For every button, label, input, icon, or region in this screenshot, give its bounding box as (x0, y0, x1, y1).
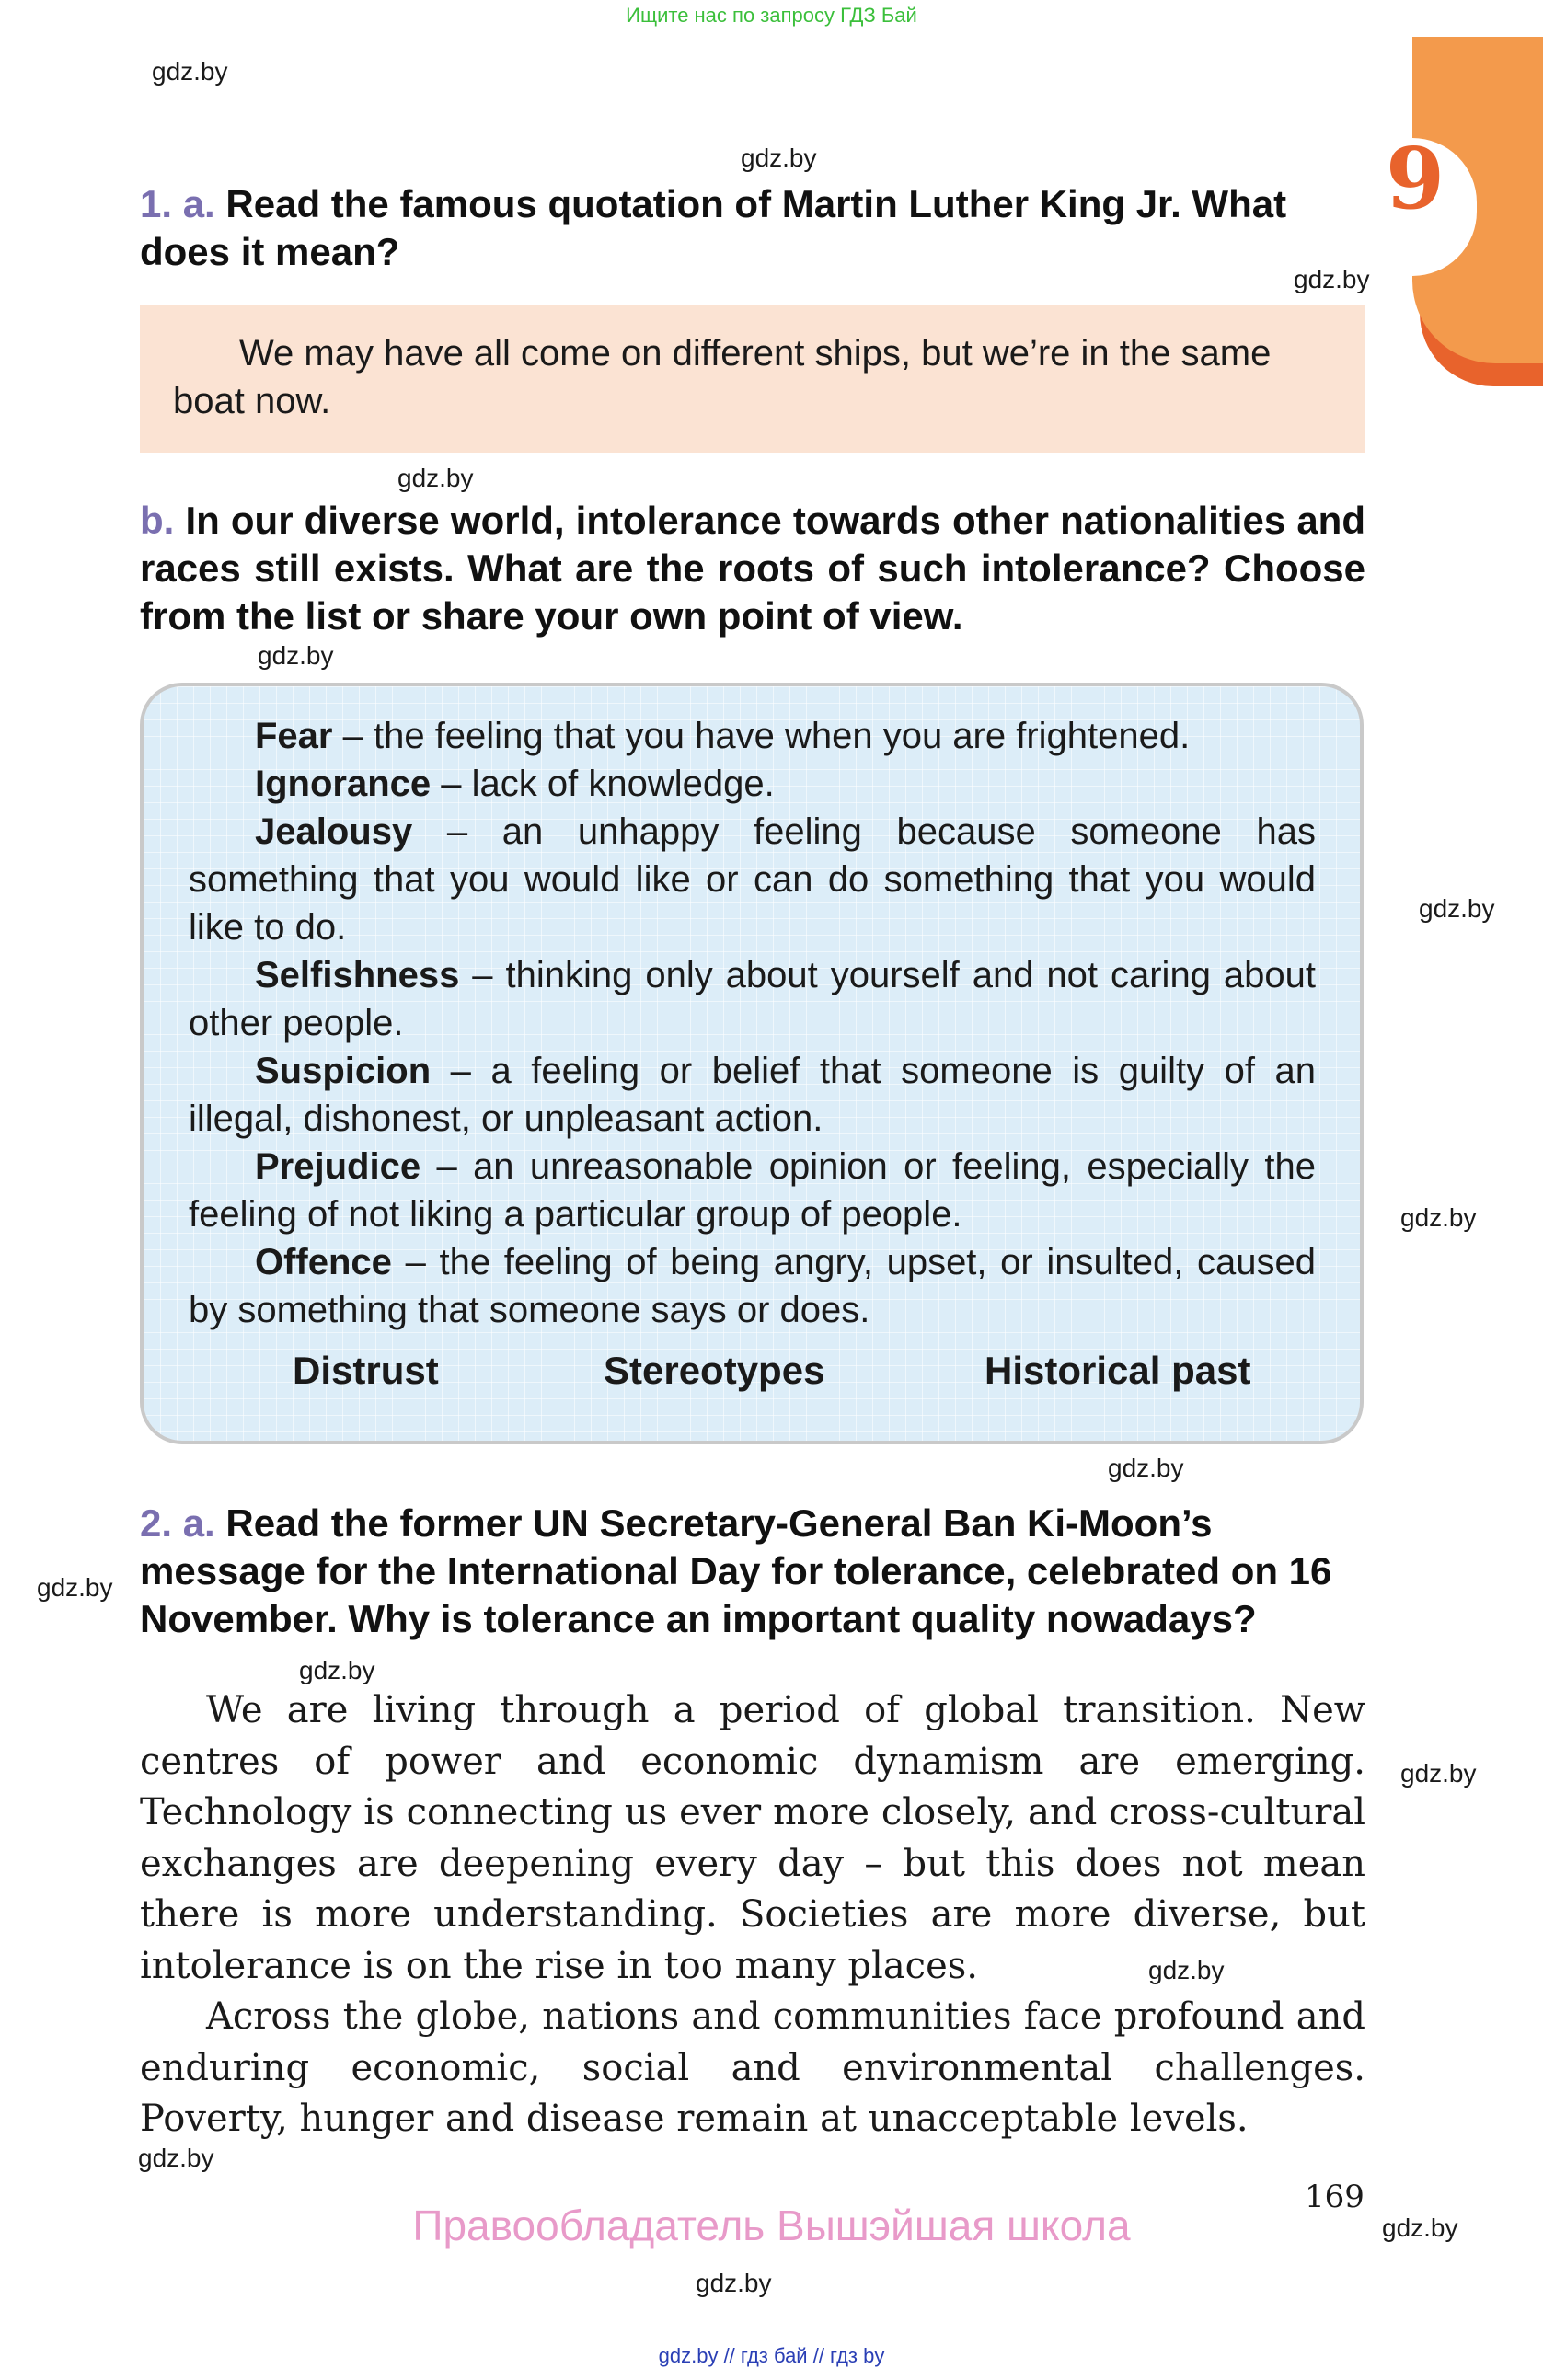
task-1a (140, 180, 1373, 276)
definition-item (189, 951, 1316, 1047)
watermark: gdz.by (299, 1656, 375, 1684)
extra-term: Distrust (293, 1349, 439, 1392)
message-text (140, 1685, 1365, 2145)
definition-term: Ignorance (255, 764, 432, 804)
definitions-list (189, 712, 1316, 1334)
watermark: gdz.by (152, 57, 228, 86)
definition-term: Offence (255, 1242, 392, 1282)
task-letter: b. (140, 499, 175, 542)
definition-text: – an unhappy feeling because someone has something that you would like or can do something that you would like to do. (189, 811, 1316, 948)
chapter-tab (1385, 37, 1543, 386)
definition-item (189, 712, 1316, 760)
definition-text: – the feeling that you have when you are frightened. (332, 716, 1191, 756)
task-2a-text: Read the former UN Secretary-General Ban Ki-Moon’s message for the International Day for tolerance, celebrated on 16 November. Why is tolerance an important quality nowadays? (140, 1501, 1332, 1640)
task-1b-text: In our diverse world, intolerance towards other nationalities and races still exists. What are the roots of such intolerance? Choose from the list or share your own point of view. (140, 499, 1365, 638)
task-number: 2. (140, 1501, 173, 1545)
definition-item (189, 1047, 1316, 1143)
watermark: gdz.by (37, 1573, 113, 1602)
watermark: gdz.by (741, 144, 817, 172)
watermark: gdz.by (1400, 1759, 1477, 1788)
definition-text: – an unreasonable opinion or feeling, especially the feeling of not liking a particular group of people. (189, 1146, 1316, 1235)
task-letter: a. (182, 1501, 215, 1545)
message-paragraph: We are living through a period of global transition. New centres of power and economic dynamism are emerging. Technology is connecting us ever more closely, and cross-cultural exchanges are deepening every day – but this does not mean there is more understanding. Societies are more diverse, but intolerance is on the rise in too many places. (140, 1689, 1365, 1987)
bottom-links[interactable]: gdz.by // гдз бай // гдз by (658, 2344, 885, 2367)
task-1b (140, 497, 1365, 640)
extra-term: Historical past (985, 1349, 1251, 1392)
message-paragraph: Across the globe, nations and communities face profound and enduring economic, social and environmental challenges. Poverty, hunger and disease remain at unacceptable levels. (140, 1995, 1365, 2140)
watermark: gdz.by (397, 464, 474, 492)
task-1a-text: Read the famous quotation of Martin Luther King Jr. What does it mean? (140, 182, 1287, 273)
definition-item (189, 808, 1316, 951)
watermark: gdz.by (696, 2269, 772, 2297)
quote-text: We may have all come on different ships, but we’re in the same boat now. (173, 333, 1272, 421)
extra-term: Stereotypes (604, 1349, 825, 1392)
task-number: 1. (140, 182, 173, 225)
top-banner[interactable]: Ищите нас по запросу ГДЗ Бай (626, 4, 917, 27)
definition-item (189, 760, 1316, 808)
watermark: gdz.by (258, 641, 334, 670)
definition-text: – lack of knowledge. (431, 764, 775, 804)
definition-text: – thinking only about yourself and not caring about other people. (189, 955, 1316, 1043)
definition-item (189, 1238, 1316, 1334)
watermark: gdz.by (1400, 1203, 1477, 1232)
watermark: gdz.by (1294, 265, 1370, 293)
watermark: gdz.by (1419, 894, 1495, 923)
watermark: gdz.by (1108, 1454, 1184, 1482)
definition-item (189, 1143, 1316, 1238)
watermark: gdz.by (138, 2144, 214, 2172)
watermark: gdz.by (1148, 1956, 1225, 1984)
page-number: 169 (1305, 2179, 1365, 2215)
definition-term: Selfishness (255, 955, 460, 995)
definition-term: Fear (255, 716, 333, 756)
watermark: gdz.by (1382, 2213, 1458, 2242)
copyright-notice: Правообладатель Вышэйшая школа (412, 2202, 1131, 2249)
definition-text: – a feeling or belief that someone is guilty of an illegal, dishonest, or unpleasant action. (189, 1051, 1316, 1139)
definition-term: Jealousy (255, 811, 413, 852)
task-letter: a. (182, 182, 215, 225)
definition-term: Suspicion (255, 1051, 432, 1091)
task-2a (140, 1500, 1365, 1643)
definition-term: Prejudice (255, 1146, 421, 1187)
chapter-number: 9 (1385, 129, 1445, 228)
definition-text: – the feeling of being angry, upset, or insulted, caused by something that someone says or does. (189, 1242, 1316, 1330)
